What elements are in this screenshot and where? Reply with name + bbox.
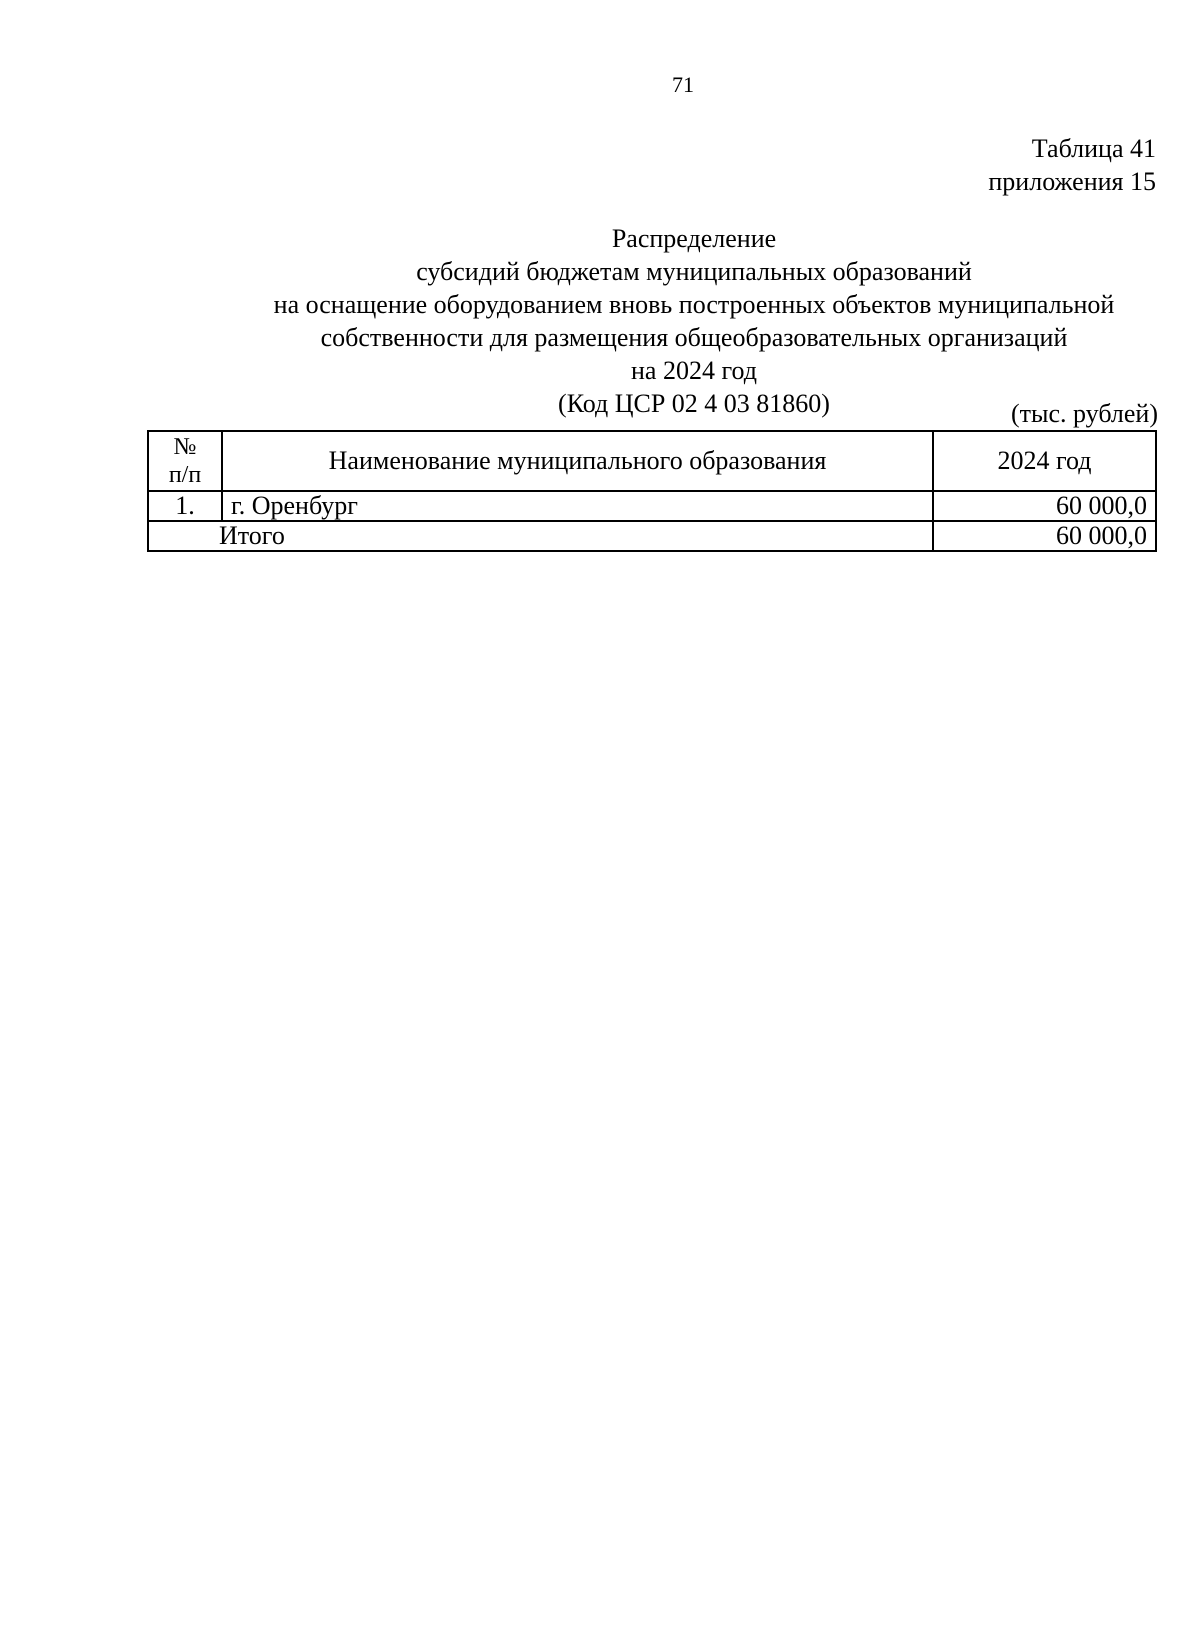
table-reference (988, 132, 1156, 198)
title-line-6: (Код ЦСР 02 4 03 81860) (558, 389, 830, 418)
header-name-cell: Наименование муниципального образования (222, 431, 933, 491)
title-line-4: собственности для размещения общеобразовательных организаций (320, 323, 1068, 352)
table-reference-appendix: приложения 15 (988, 167, 1156, 196)
header-year-cell: 2024 год (933, 431, 1156, 491)
row-name-cell: г. Оренбург (222, 491, 933, 521)
header-number-sign: № (173, 434, 197, 460)
units-label: (тыс. рублей) (1010, 399, 1158, 428)
table-row (148, 491, 1156, 521)
title-line-3: на оснащение оборудованием вновь построенных объектов муниципальной (273, 290, 1115, 319)
row-number-cell: 1. (148, 491, 222, 521)
total-row (148, 521, 1156, 551)
header-number-cell (148, 431, 222, 491)
row-value-cell: 60 000,0 (933, 491, 1156, 521)
document-title (144, 222, 1200, 420)
title-line-2: субсидий бюджетам муниципальных образований (416, 257, 972, 286)
title-line-1: Распределение (611, 224, 777, 253)
allocation-table (147, 430, 1157, 552)
page-number: 71 (672, 72, 694, 97)
table-header-row (148, 431, 1156, 491)
title-line-5: на 2024 год (631, 356, 757, 385)
table-reference-number: Таблица 41 (1031, 134, 1156, 163)
total-label-cell: Итого (148, 521, 933, 551)
total-value-cell: 60 000,0 (933, 521, 1156, 551)
header-number-abbrev: п/п (168, 462, 202, 488)
